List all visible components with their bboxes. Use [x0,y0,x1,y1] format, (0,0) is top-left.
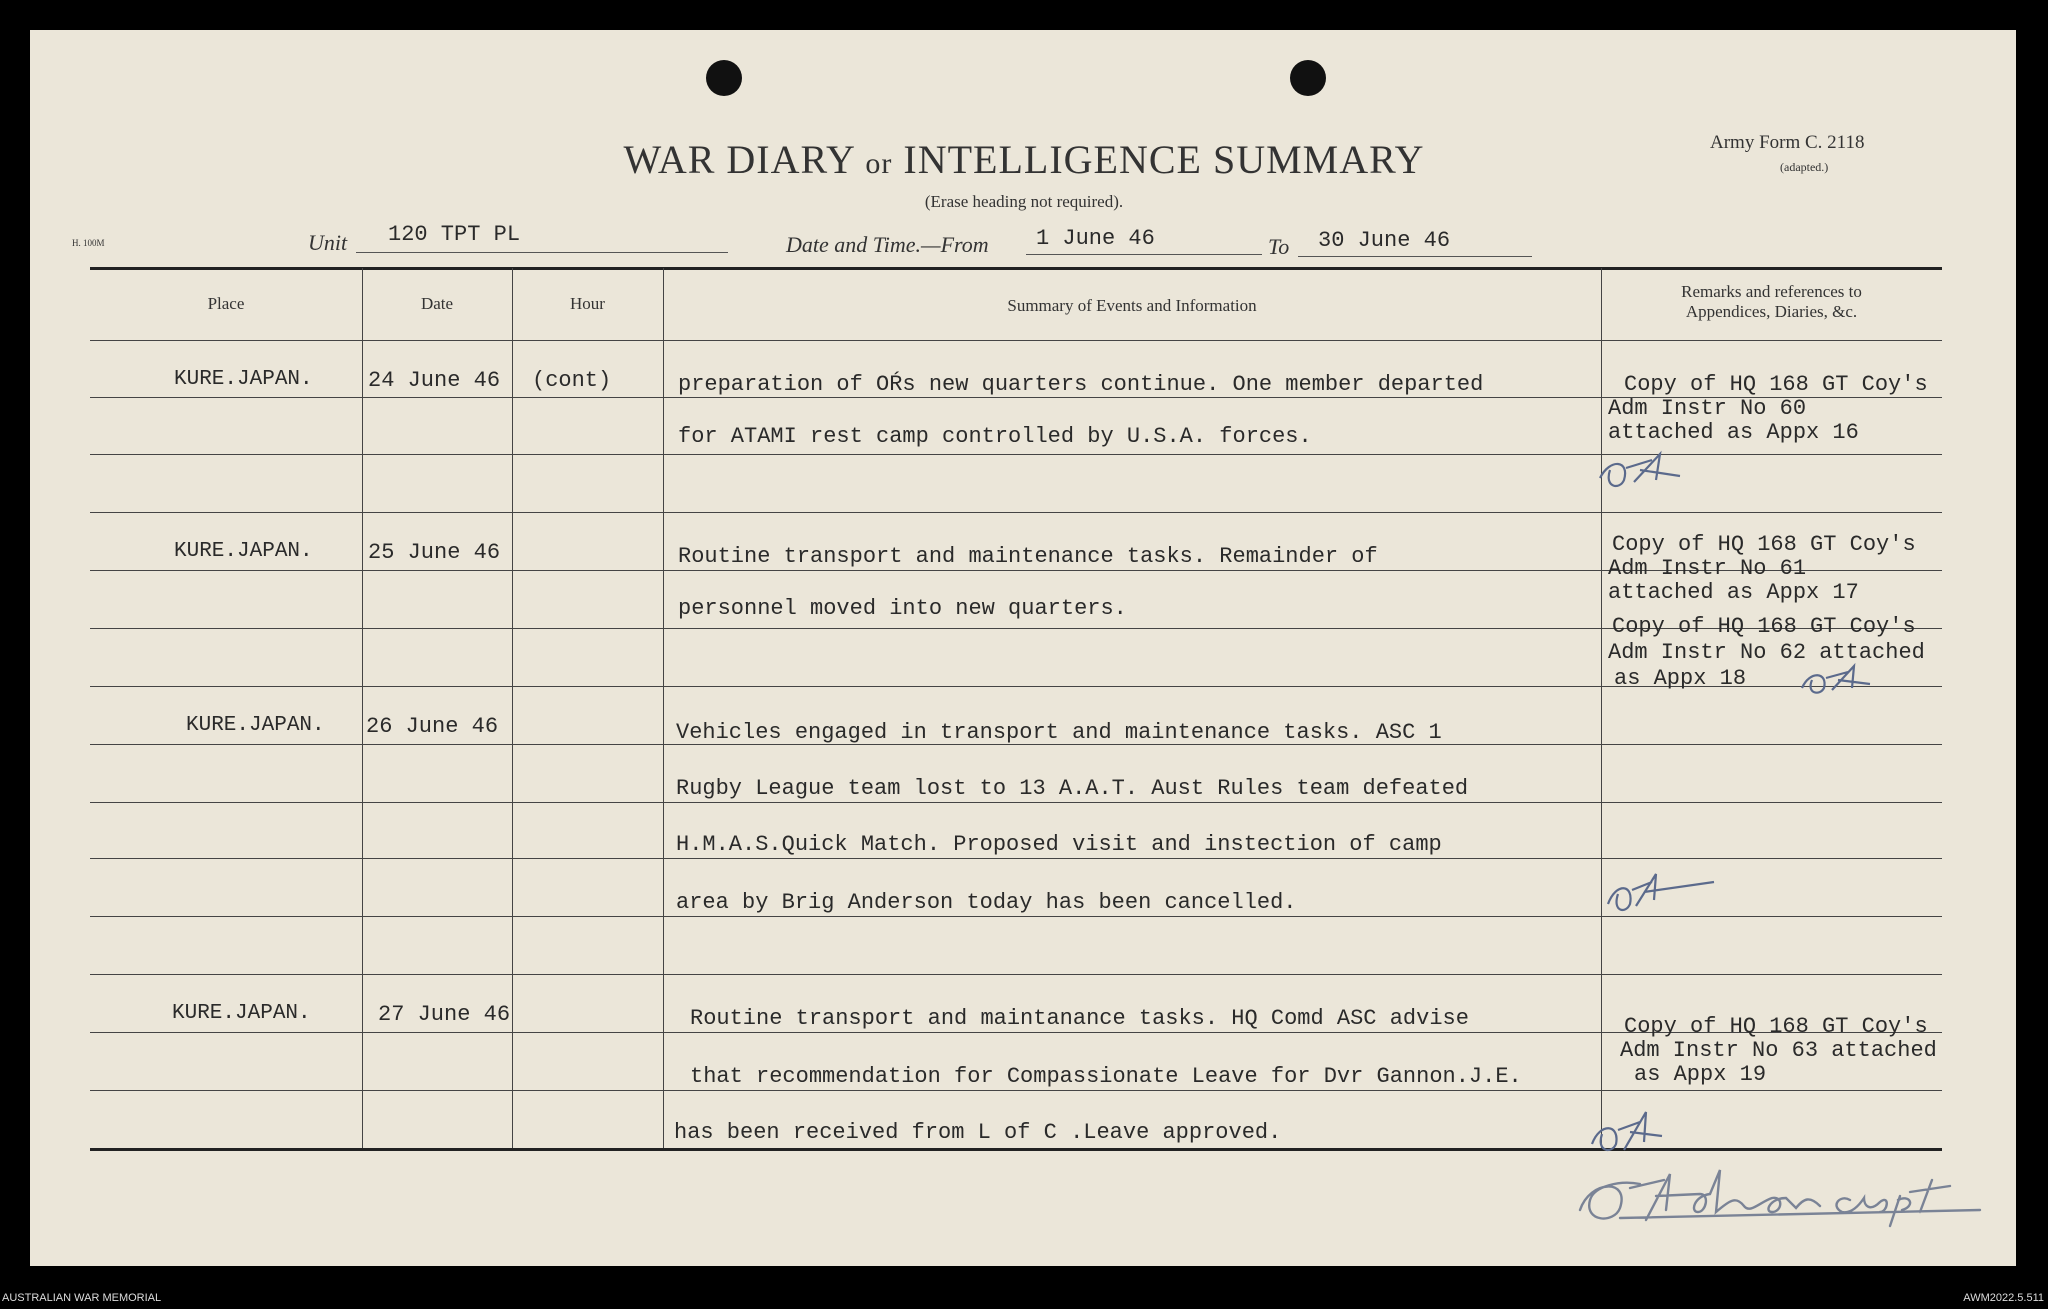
column-header-remarks [1601,282,1942,322]
entry-date: 24 June 46 [368,368,501,393]
title-intelligence-summary: INTELLIGENCE SUMMARY [903,137,1425,182]
entry-summary-line: for ATAMI rest camp controlled by U.S.A. forces. [678,424,1312,449]
entry-remark-line: Copy of HQ 168 GT Coy's [1612,614,1916,639]
entry-remark-line: Copy of HQ 168 GT Coy's [1624,372,1928,397]
date-to-underline [1298,256,1532,257]
entry-place: KURE.JAPAN. [174,540,313,563]
entry-remark-line: Copy of HQ 168 GT Coy's [1624,1014,1928,1039]
entry-place: KURE.JAPAN. [186,714,325,737]
column-divider [1601,268,1602,1148]
officer-signature [1560,1150,2000,1238]
column-divider [663,268,664,1148]
ruled-line [90,974,1942,975]
footer-archive-name: AUSTRALIAN WAR MEMORIAL [2,1292,162,1304]
entry-date: 26 June 46 [366,714,499,739]
entry-summary-line: Routine transport and maintenance tasks. Remainder of [678,544,1378,569]
title-or: or [865,147,893,180]
date-to-label: To [1268,234,1290,259]
entry-remark-line: as Appx 19 [1634,1062,1767,1087]
ruled-line [90,802,1942,803]
table-top-border [90,267,1942,270]
entry-remark-line: Adm Instr No 60 [1608,396,1807,421]
ruled-line [90,340,1942,341]
entry-place: KURE.JAPAN. [172,1002,311,1025]
unit-underline [356,252,728,253]
entry-remark-line: as Appx 18 [1614,666,1747,691]
entry-date: 27 June 46 [378,1002,511,1027]
entry-summary-line: that recommendation for Compassionate Leave for Dvr Gannon.J.E. [690,1064,1522,1089]
date-from-value: 1 June 46 [1036,226,1155,251]
footer-accession-number: AWM2022.5.511 [1963,1292,2044,1304]
entry-summary-line: H.M.A.S.Quick Match. Proposed visit and instection of camp [676,832,1442,857]
entry-remark-line: Adm Instr No 63 attached [1620,1038,1937,1063]
entry-remark-line: attached as Appx 16 [1608,420,1859,445]
unit-label: Unit [308,230,348,255]
ruled-line [90,512,1942,513]
unit-value: 120 TPT PL [388,222,521,247]
entry-summary-line: Vehicles engaged in transport and maintenance tasks. ASC 1 [676,720,1442,745]
form-number: Army Form C. 2118 [1710,132,1865,153]
entry-place: KURE.JAPAN. [174,368,313,391]
column-header-hour: Hour [570,294,605,313]
initials-signature [1796,656,1876,700]
entry-remark-line: Adm Instr No 61 [1608,556,1807,581]
entry-summary-line: preparation of OŔs new quarters continue. One member departed [678,372,1484,397]
remarks-header-line1: Remarks and references to [1681,282,1862,301]
punch-hole [1290,60,1326,96]
column-divider [362,268,363,1148]
entry-summary-line: personnel moved into new quarters. [678,596,1127,621]
date-from-underline [1026,254,1262,255]
entry-remark-line: attached as Appx 17 [1608,580,1859,605]
entry-summary-line: area by Brig Anderson today has been cancelled. [676,890,1297,915]
subtitle: (Erase heading not required). [924,192,1124,211]
entry-summary-line: Routine transport and maintanance tasks. HQ Comd ASC advise [690,1006,1469,1031]
ruled-line [90,858,1942,859]
entry-remark-line: Copy of HQ 168 GT Coy's [1612,532,1916,557]
date-from-label: Date and Time.—From [786,232,989,257]
remarks-header-line2: Appendices, Diaries, &c. [1685,302,1858,321]
column-header-date: Date [420,294,454,313]
form-adapted: (adapted.) [1780,160,1829,174]
ruled-line [90,1090,1942,1091]
entry-hour: (cont) [532,368,612,393]
column-header-place: Place [207,294,245,313]
entry-remark-line: Adm Instr No 62 attached [1608,640,1925,665]
initials-signature [1600,862,1720,920]
punch-hole [706,60,742,96]
title-war-diary: WAR DIARY [623,137,855,182]
print-code: H. 100M [72,238,105,248]
entry-summary-line: has been received from L of C .Leave approved. [674,1120,1282,1145]
column-divider [512,268,513,1148]
entry-date: 25 June 46 [368,540,501,565]
initials-signature [1590,440,1690,496]
date-to-value: 30 June 46 [1318,228,1451,253]
entry-summary-line: Rugby League team lost to 13 A.A.T. Aust Rules team defeated [676,776,1469,801]
column-header-summary: Summary of Events and Information [1007,296,1257,315]
